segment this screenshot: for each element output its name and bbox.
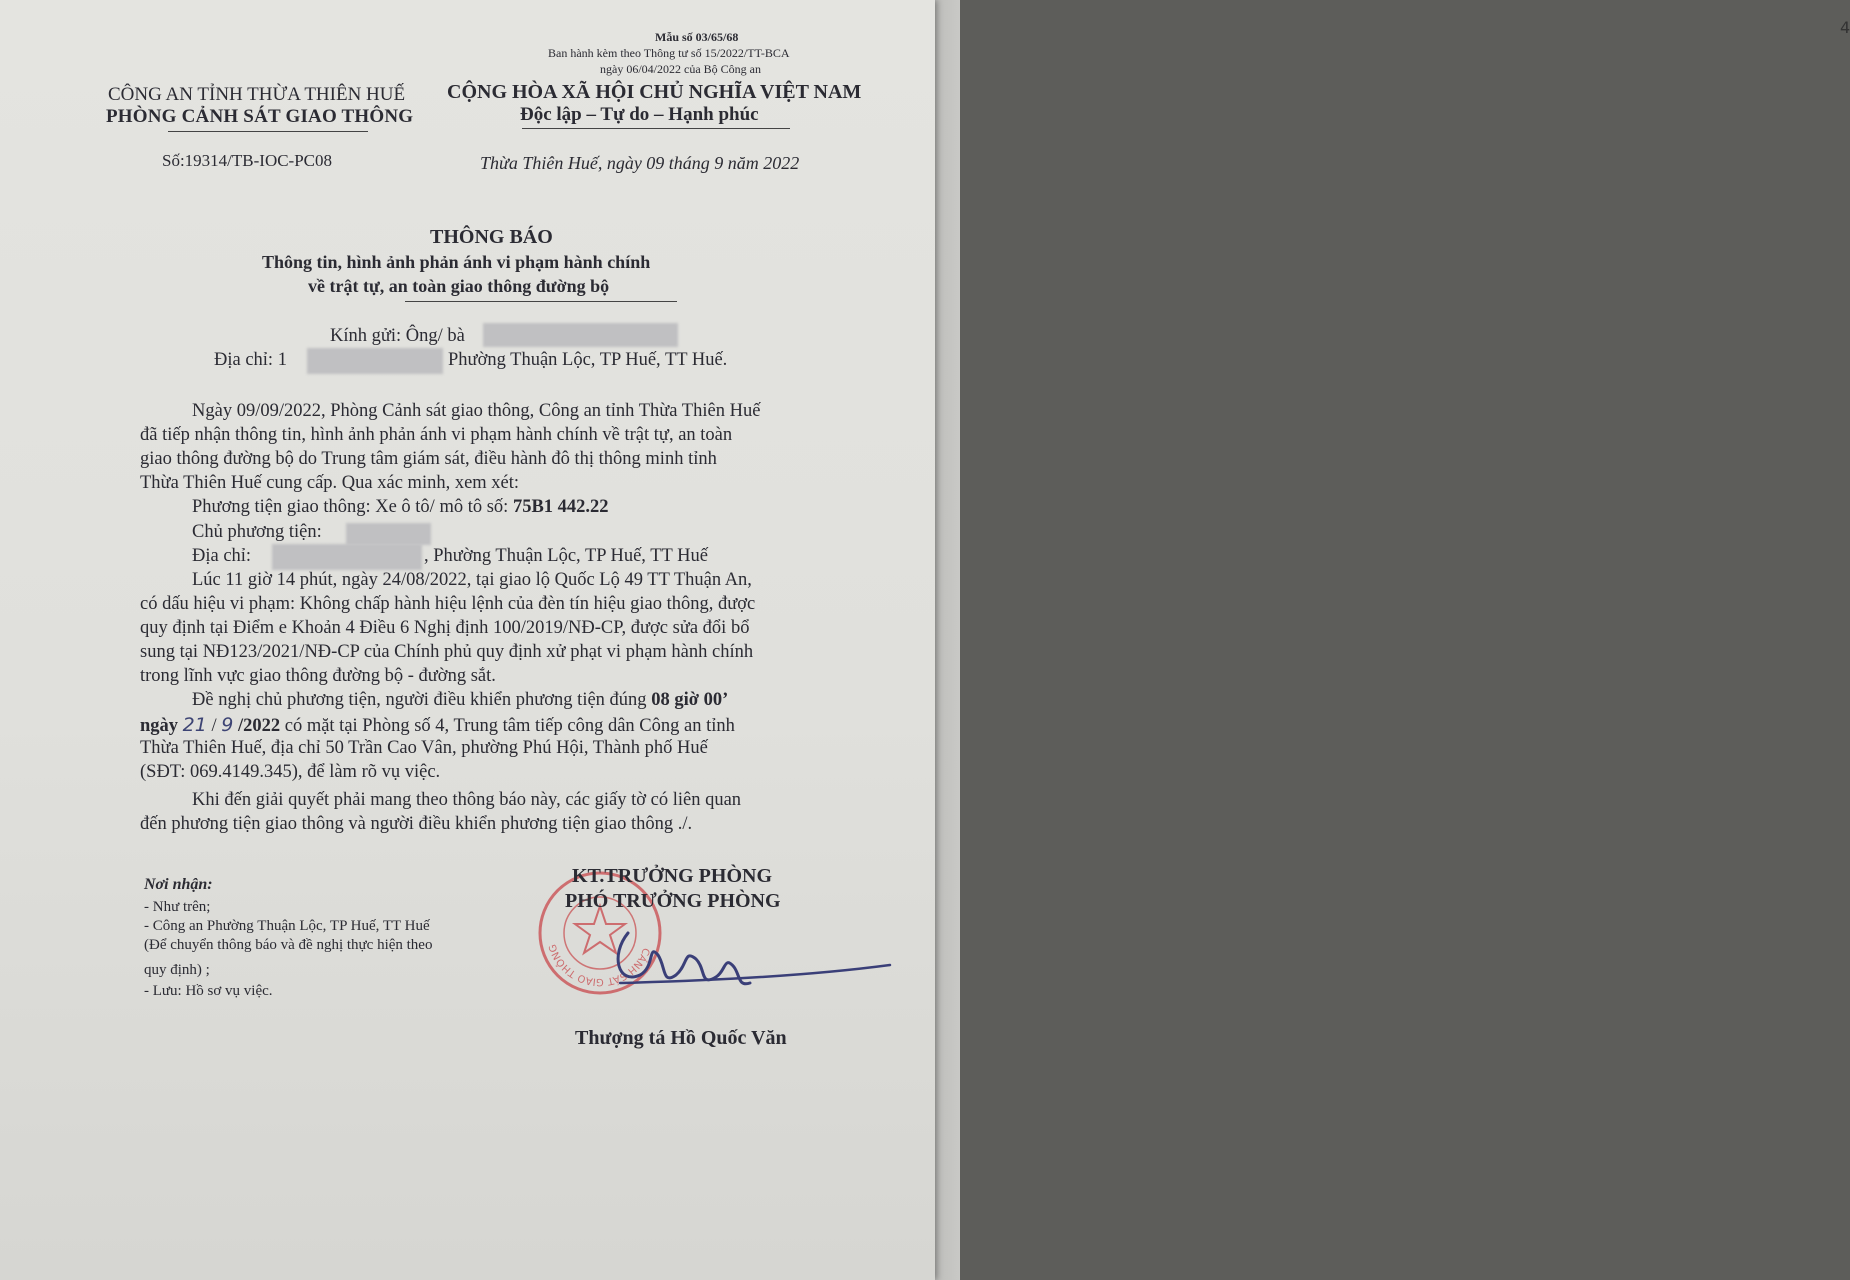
national-motto: Độc lập – Tự do – Hạnh phúc [520,104,759,125]
request-text: Đề nghị chủ phương tiện, người điều khiển phương tiện đúng [192,690,647,710]
appointment-year: /2022 [237,716,281,736]
request-date-line: ngày 21 / 9 /2022 có mặt tại Phòng số 4, Trung tâm tiếp công dân Công an tỉnh [140,714,735,736]
agency-parent: CÔNG AN TỈNH THỪA THIÊN HUẾ [108,84,406,105]
document-subtitle-1: Thông tin, hình ảnh phản ánh vi phạm hành chính [262,252,651,272]
place-date: Thừa Thiên Huế, ngày 09 tháng 9 năm 2022 [480,153,800,173]
subtitle-underline [405,301,677,302]
owner-address-suffix: , Phường Thuận Lộc, TP Huế, TT Huế [424,546,708,566]
violation-line: quy định tại Điểm e Khoản 4 Điều 6 Nghị định 100/2019/NĐ-CP, được sửa đổi bổ [140,618,750,638]
edge-digit: 4 [1840,18,1850,37]
request-line: Thừa Thiên Huế, địa chỉ 50 Trần Cao Vân, phường Phú Hội, Thành phố Huế [140,738,708,758]
appointment-time: 08 giờ 00’ [651,690,729,710]
handwritten-signature-icon [600,915,900,1010]
violation-line: có dấu hiệu vi phạm: Không chấp hành hiệu lệnh của đèn tín hiệu giao thông, được [140,594,756,614]
closing-line: đến phương tiện giao thông và người điều khiển phương tiện giao thông ./. [140,814,693,834]
request-location: có mặt tại Phòng số 4, Trung tâm tiếp công dân Công an tỉnh [284,716,735,736]
national-title: CỘNG HÒA XÃ HỘI CHỦ NGHĨA VIỆT NAM [447,81,862,103]
form-issued-line-1: Ban hành kèm theo Thông tư số 15/2022/TT-BCA [548,46,790,60]
motto-underline [522,128,790,129]
document-heading: THÔNG BÁO [430,226,553,248]
closing-line: Khi đến giải quyết phải mang theo thông báo này, các giấy tờ có liên quan [192,790,742,810]
violation-line: trong lĩnh vực giao thông đường bộ - đường sắt. [140,666,496,686]
address-prefix: Địa chỉ: 1 [214,350,287,370]
signer-name: Thượng tá Hồ Quốc Văn [575,1027,787,1049]
redacted-address [307,348,443,374]
agency-underline [168,131,368,132]
redacted-owner [346,523,431,545]
recipient-item: - Lưu: Hồ sơ vụ việc. [144,983,273,999]
recipient-item: (Để chuyển thông báo và đề nghị thực hiện theo [144,937,433,953]
signer-title-1: KT.TRƯỞNG PHÒNG [572,865,772,887]
agency-name: PHÒNG CẢNH SÁT GIAO THÔNG [106,106,414,127]
vehicle-label: Phương tiện giao thông: Xe ô tô/ mô tô số: [192,497,509,517]
seal-text: CẢNH SÁT GIAO THÔNG [547,942,652,988]
form-number: Mẫu số 03/65/68 [655,30,739,44]
owner-label: Chủ phương tiện: [192,522,322,542]
vehicle-line [192,497,609,518]
owner-address-label: Địa chỉ: [192,546,252,566]
recipient-item: - Như trên; [144,899,211,915]
violation-line: Lúc 11 giờ 14 phút, ngày 24/08/2022, tại giao lộ Quốc Lộ 49 TT Thuận An, [192,570,752,590]
request-line [192,690,728,711]
greeting-label: Kính gửi: Ông/ bà [330,326,465,346]
form-issued-line-2: ngày 06/04/2022 của Bộ Công an [600,62,761,76]
body-line: Ngày 09/09/2022, Phòng Cảnh sát giao thông, Công an tỉnh Thừa Thiên Huế [192,401,761,421]
recipients-title: Nơi nhận: [144,876,213,893]
signer-title-2: PHÓ TRƯỞNG PHÒNG [565,890,781,912]
address-suffix: Phường Thuận Lộc, TP Huế, TT Huế. [448,350,728,370]
redacted-name [483,323,678,347]
document-number: Số:19314/TB-IOC-PC08 [162,151,333,170]
body-line: giao thông đường bộ do Trung tâm giám sát, điều hành đô thị thông minh tỉnh [140,449,717,469]
handwritten-month: 9 [221,714,234,736]
vehicle-plate: 75B1 442.22 [512,497,609,517]
date-label: ngày [140,716,179,736]
redacted-owner-address [272,544,422,570]
request-line: (SĐT: 069.4149.345), để làm rõ vụ việc. [140,762,441,782]
document-subtitle-2: về trật tự, an toàn giao thông đường bộ [308,276,610,296]
recipient-item: - Công an Phường Thuận Lộc, TP Huế, TT Huế [144,918,430,934]
handwritten-day: 21 [182,714,207,736]
body-line: đã tiếp nhận thông tin, hình ảnh phản ánh vi phạm hành chính về trật tự, an toàn [140,425,733,445]
violation-line: sung tại NĐ123/2021/NĐ-CP của Chính phủ quy định xử phạt vi phạm hành chính [140,642,754,662]
body-line: Thừa Thiên Huế cung cấp. Qua xác minh, xem xét: [140,473,520,493]
recipient-item: quy định) ; [144,962,210,978]
